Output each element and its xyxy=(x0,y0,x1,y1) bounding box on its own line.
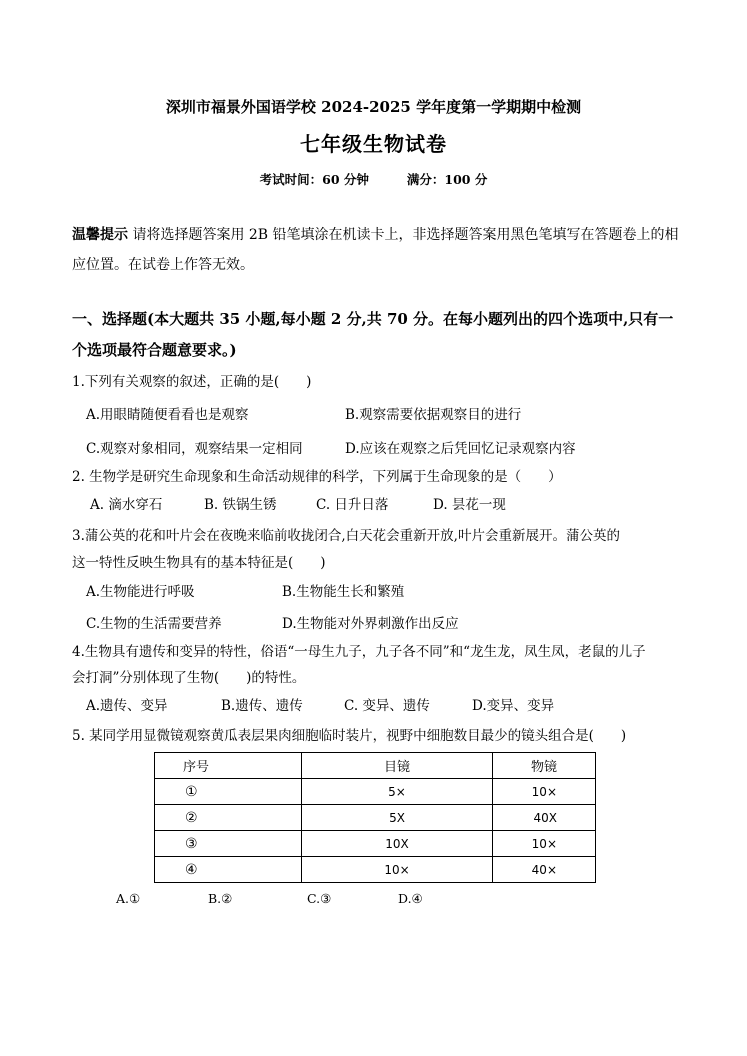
question-4-option-c: C. 变异、遗传 xyxy=(344,698,430,714)
exam-time: 考试时间：60 分钟 xyxy=(259,172,369,187)
question-3-stem-line-1: 3.蒲公英的花和叶片会在夜晚来临前收拢闭合,白天花会重新开放,叶片会重新展开。蒲公英的 xyxy=(72,528,620,544)
table-cell-objective: 10× xyxy=(493,779,596,805)
question-4-option-a: A.遗传、变异 xyxy=(86,698,168,714)
table-cell-eyepiece: 10× xyxy=(302,857,493,883)
question-4-stem-line-2: 会打洞”分别体现了生物( )的特性。 xyxy=(72,670,306,686)
question-5-option-a: A.① xyxy=(116,891,141,906)
tip-label: 温馨提示 xyxy=(72,227,128,243)
question-1-option-b: B.观察需要依据观察目的进行 xyxy=(345,407,522,423)
question-3-option-d: D.生物能对外界刺激作出反应 xyxy=(282,616,459,632)
question-5-option-c: C.③ xyxy=(307,891,332,906)
table-cell-objective: 10× xyxy=(493,831,596,857)
table-cell-index: ④ xyxy=(155,857,302,883)
table-cell-index: ③ xyxy=(155,831,302,857)
table-header-index: 序号 xyxy=(155,753,302,779)
question-1-option-c: C.观察对象相同，观察结果一定相同 xyxy=(86,441,303,457)
question-1-option-d: D.应该在观察之后凭回忆记录观察内容 xyxy=(345,441,576,457)
table-header-row xyxy=(155,753,596,779)
table-row xyxy=(155,779,596,805)
exam-title: 七年级生物试卷 xyxy=(300,132,447,156)
table-row xyxy=(155,831,596,857)
table-cell-eyepiece: 5× xyxy=(302,779,493,805)
exam-meta xyxy=(0,170,747,188)
school-title: 深圳市福景外国语学校 2024-2025 学年度第一学期期中检测 xyxy=(165,98,582,116)
question-4-stem-line-1: 4.生物具有遗传和变异的特性，俗语“一母生九子，九子各不同”和“龙生龙，凤生凤，老鼠的儿子 xyxy=(72,644,646,660)
lens-table xyxy=(154,752,596,883)
question-2-option-d: D. 昙花一现 xyxy=(433,497,506,513)
question-5-option-d: D.④ xyxy=(398,891,423,906)
table-cell-index: ② xyxy=(155,805,302,831)
section-heading: 一、选择题(本大题共 35 小题,每小题 2 分,共 70 分。在每小题列出的四个选项中,只有一个选项最符合题意要求。) xyxy=(72,310,674,359)
question-1-stem: 1.下列有关观察的叙述，正确的是( ) xyxy=(72,374,312,390)
table-cell-eyepiece: 5X xyxy=(302,805,493,831)
question-4-option-b: B.遗传、遗传 xyxy=(221,698,303,714)
question-4-option-d: D.变异、变异 xyxy=(472,698,555,714)
question-2-stem: 2. 生物学是研究生命现象和生命活动规律的科学，下列属于生命现象的是（ ） xyxy=(72,469,562,485)
question-3-option-a: A.生物能进行呼吸 xyxy=(86,584,195,600)
table-row xyxy=(155,857,596,883)
question-3-option-b: B.生物能生长和繁殖 xyxy=(282,584,405,600)
table-row xyxy=(155,805,596,831)
question-3-option-c: C.生物的生活需要营养 xyxy=(86,616,222,632)
question-5-option-b: B.② xyxy=(208,891,233,906)
tip-text: 请将选择题答案用 2B 铅笔填涂在机读卡上，非选择题答案用黑色笔填写在答题卷上的相应位置。在试卷上作答无效。 xyxy=(72,227,679,273)
table-header-objective: 物镜 xyxy=(493,753,596,779)
question-5-stem: 5. 某同学用显微镜观察黄瓜表层果肉细胞临时装片，视野中细胞数目最少的镜头组合是( ) xyxy=(72,728,627,744)
question-2-option-c: C. 日升日落 xyxy=(316,497,389,513)
exam-score: 满分：100 分 xyxy=(406,172,488,187)
table-cell-eyepiece: 10X xyxy=(302,831,493,857)
question-2-option-a: A. 滴水穿石 xyxy=(90,497,163,513)
question-1-option-a: A.用眼睛随便看看也是观察 xyxy=(86,407,249,423)
tip-paragraph xyxy=(72,220,682,280)
table-header-eyepiece: 目镜 xyxy=(302,753,493,779)
table-cell-index: ① xyxy=(155,779,302,805)
question-3-stem-line-2: 这一特性反映生物具有的基本特征是( ) xyxy=(72,555,326,571)
table-cell-objective: 40X xyxy=(493,805,596,831)
question-2-option-b: B. 铁锅生锈 xyxy=(204,497,277,513)
table-cell-objective: 40× xyxy=(493,857,596,883)
